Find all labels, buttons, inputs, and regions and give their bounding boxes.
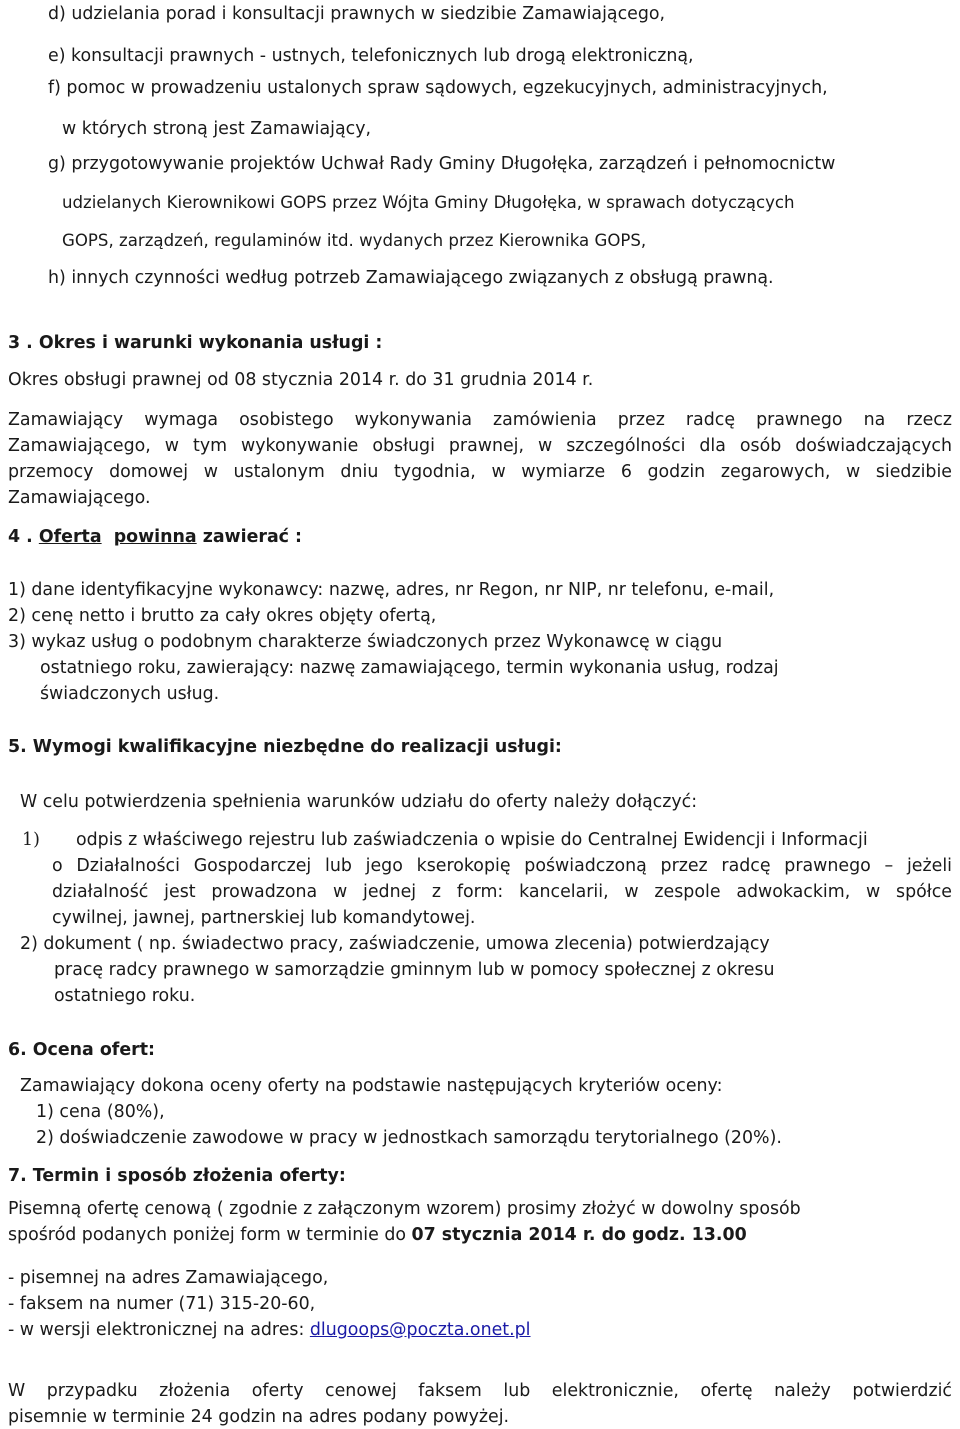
offer-item-2: 2) cenę netto i brutto za cały okres objęty ofertą, — [8, 606, 437, 626]
deadline-prefix: spośród podanych poniżej form w terminie do — [8, 1225, 412, 1245]
section-4-space — [102, 527, 114, 547]
section-3-para-line2: Zamawiającego, w tym wykonywanie obsługi prawnej, w szczególności dla osób doświadczających — [8, 436, 952, 456]
section-3-para-line1: Zamawiający wymaga osobistego wykonywania zamówienia przez radcę prawnego na rzecz — [8, 410, 952, 430]
requirement-2-line3: ostatniego roku. — [54, 986, 196, 1006]
section-7-heading: 7. Termin i sposób złożenia oferty: — [8, 1166, 346, 1186]
requirement-1-num: 1) — [22, 830, 40, 850]
final-note-line2: pisemnie w terminie 24 godzin na adres podany powyżej. — [8, 1407, 510, 1427]
requirement-1-line3: działalność jest prowadzona w jednej z form: kancelarii, w zespole adwokackim, w spółce — [52, 882, 952, 902]
submission-option-3-label: - w wersji elektronicznej na adres: — [8, 1320, 310, 1340]
item-e: e) konsultacji prawnych - ustnych, telefonicznych lub drogą elektroniczną, — [48, 46, 694, 66]
submission-option-3 — [8, 1318, 531, 1342]
submission-option-1: - pisemnej na adres Zamawiającego, — [8, 1268, 329, 1288]
item-f-line1: f) pomoc w prowadzeniu ustalonych spraw sądowych, egzekucyjnych, administracyjnych, — [48, 78, 828, 98]
item-g-line2: udzielanych Kierownikowi GOPS przez Wójta Gminy Długołęka, w sprawach dotyczących — [62, 193, 795, 212]
email-link[interactable]: dlugoops@poczta.onet.pl — [309, 1320, 531, 1340]
item-g-line3: GOPS, zarządzeń, regulaminów itd. wydanych przez Kierownika GOPS, — [62, 231, 647, 250]
section-5-heading: 5. Wymogi kwalifikacyjne niezbędne do realizacji usługi: — [8, 737, 562, 757]
offer-item-1: 1) dane identyfikacyjne wykonawcy: nazwę, adres, nr Regon, nr NIP, nr telefonu, e-mail, — [8, 580, 775, 600]
requirement-2-line1: 2) dokument ( np. świadectwo pracy, zaświadczenie, umowa zlecenia) potwierdzający — [20, 934, 770, 954]
section-3-para-line3: przemocy domowej w ustalonym dniu tygodnia, w wymiarze 6 godzin zegarowych, w siedzibie — [8, 462, 952, 482]
section-3-para-line4: Zamawiającego. — [8, 488, 151, 508]
item-g-line1: g) przygotowywanie projektów Uchwał Rady Gminy Długołęka, zarządzeń i pełnomocnictw — [48, 154, 836, 174]
service-period: Okres obsługi prawnej od 08 stycznia 2014 r. do 31 grudnia 2014 r. — [8, 370, 594, 390]
requirement-2-line2: pracę radcy prawnego w samorządzie gminnym lub w pomocy społecznej z okresu — [54, 960, 775, 980]
requirement-1-line2: o Działalności Gospodarczej lub jego kserokopię poświadczoną przez radcę prawnego – jeżeli — [52, 856, 952, 876]
section-6-intro: Zamawiający dokona oceny oferty na podstawie następujących kryteriów oceny: — [20, 1076, 723, 1096]
final-note-line1: W przypadku złożenia oferty cenowej faksem lub elektronicznie, ofertę należy potwierdzić — [8, 1381, 952, 1401]
section-4-word-oferta: Oferta — [38, 527, 102, 547]
item-d: d) udzielania porad i konsultacji prawnych w siedzibie Zamawiającego, — [48, 4, 666, 24]
section-4-rest: zawierać : — [196, 527, 303, 547]
section-4-word-powinna: powinna — [113, 527, 197, 547]
section-5-intro: W celu potwierdzenia spełnienia warunków udziału do oferty należy dołączyć: — [20, 792, 698, 812]
item-h: h) innych czynności według potrzeb Zamawiającego związanych z obsługą prawną. — [48, 268, 774, 288]
item-f-line2: w których stroną jest Zamawiający, — [62, 119, 372, 139]
submission-option-2: - faksem na numer (71) 315-20-60, — [8, 1294, 316, 1314]
section-4-num: 4 . — [8, 527, 39, 547]
section-7-line2 — [8, 1223, 747, 1247]
section-7-line1: Pisemną ofertę cenową ( zgodnie z załączonym wzorem) prosimy złożyć w dowolny sposób — [8, 1199, 801, 1219]
section-6-heading: 6. Ocena ofert: — [8, 1040, 155, 1060]
offer-item-3-line1: 3) wykaz usług o podobnym charakterze świadczonych przez Wykonawcę w ciągu — [8, 632, 723, 652]
requirement-1-line1: odpis z właściwego rejestru lub zaświadczenia o wpisie do Centralnej Ewidencji i Informacji — [76, 830, 868, 850]
criterion-1: 1) cena (80%), — [36, 1102, 165, 1122]
deadline-date: 07 stycznia 2014 r. do godz. 13.00 — [411, 1225, 747, 1245]
requirement-1-line4: cywilnej, jawnej, partnerskiej lub komandytowej. — [52, 908, 476, 928]
section-3-heading: 3 . Okres i warunki wykonania usługi : — [8, 333, 383, 353]
offer-item-3-line2: ostatniego roku, zawierający: nazwę zamawiającego, termin wykonania usług, rodzaj — [40, 658, 779, 678]
section-4-heading — [8, 525, 302, 549]
offer-item-3-line3: świadczonych usług. — [40, 684, 220, 704]
criterion-2: 2) doświadczenie zawodowe w pracy w jednostkach samorządu terytorialnego (20%). — [36, 1128, 782, 1148]
